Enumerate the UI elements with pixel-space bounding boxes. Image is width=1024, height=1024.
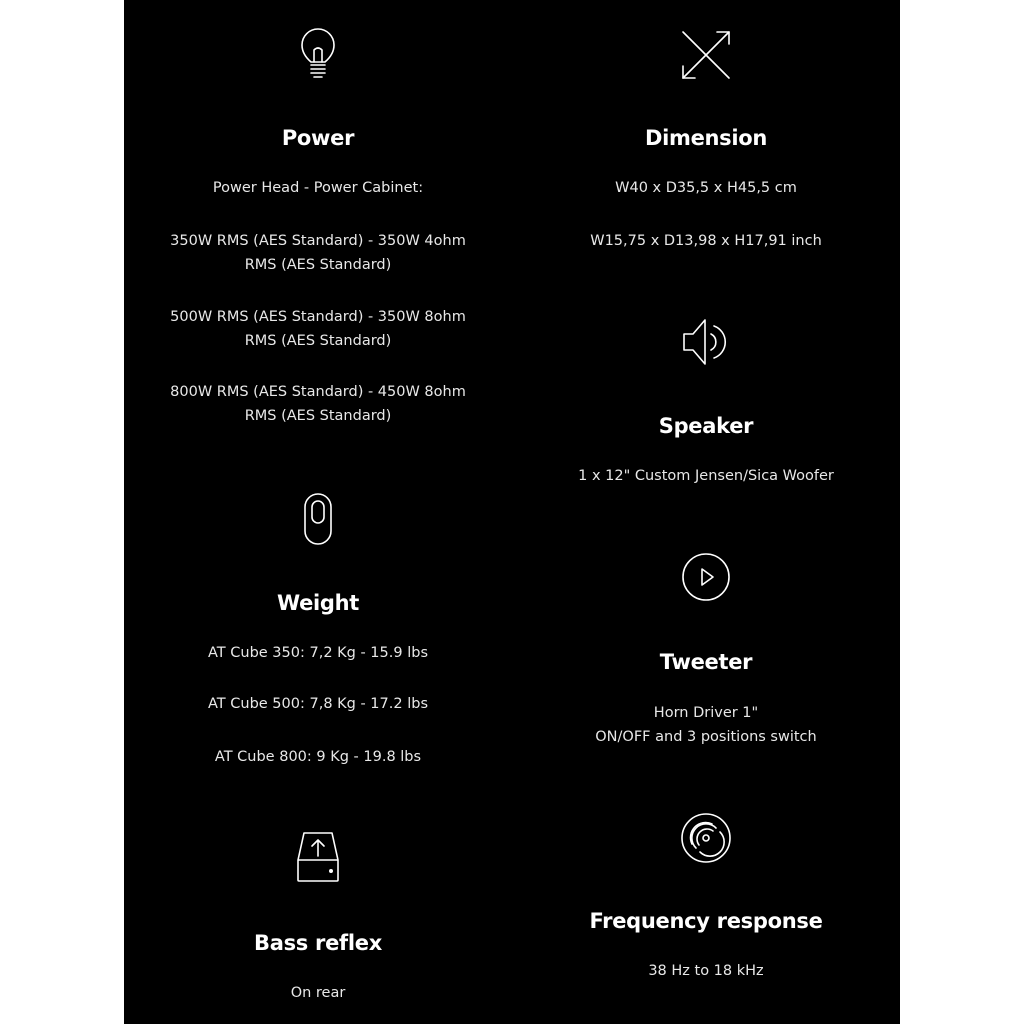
power-title: Power bbox=[281, 126, 355, 150]
weight-icon bbox=[303, 492, 333, 546]
power-line-3: 500W RMS (AES Standard) - 350W 8ohm RMS (AES Standard) bbox=[170, 309, 466, 349]
frequency-title: Frequency response bbox=[589, 909, 823, 933]
specs-panel bbox=[124, 0, 900, 1024]
weight-title: Weight bbox=[276, 591, 360, 615]
weight-line-2: AT Cube 500: 7,8 Kg - 17.2 lbs bbox=[208, 696, 428, 712]
power-line-4: 800W RMS (AES Standard) - 450W 8ohm RMS (AES Standard) bbox=[170, 384, 466, 424]
dimension-line-1: W40 x D35,5 x H45,5 cm bbox=[615, 180, 797, 196]
weight-line-3: AT Cube 800: 9 Kg - 19.8 lbs bbox=[214, 749, 422, 765]
tweeter-title: Tweeter bbox=[659, 650, 753, 674]
speaker-title: Speaker bbox=[658, 414, 754, 438]
weight-line-1: AT Cube 350: 7,2 Kg - 15.9 lbs bbox=[208, 645, 428, 661]
power-line-1: Power Head - Power Cabinet: bbox=[212, 180, 424, 196]
speaker-line-1: 1 x 12" Custom Jensen/Sica Woofer bbox=[578, 468, 834, 484]
lightbulb-icon bbox=[300, 28, 336, 82]
play-circle-icon bbox=[680, 551, 732, 603]
disc-icon bbox=[679, 811, 733, 865]
bass-reflex-icon bbox=[295, 830, 341, 884]
speaker-icon bbox=[681, 316, 731, 368]
tweeter-line-1: Horn Driver 1" bbox=[653, 705, 759, 721]
expand-arrows-icon bbox=[679, 28, 733, 82]
dimension-title: Dimension bbox=[644, 126, 768, 150]
bass-reflex-title: Bass reflex bbox=[254, 931, 382, 955]
bass-reflex-line-1: On rear bbox=[290, 985, 346, 1001]
tweeter-line-2: ON/OFF and 3 positions switch bbox=[595, 729, 817, 745]
dimension-line-2: W15,75 x D13,98 x H17,91 inch bbox=[590, 233, 822, 249]
frequency-line-1: 38 Hz to 18 kHz bbox=[648, 963, 764, 979]
power-line-2: 350W RMS (AES Standard) - 350W 4ohm RMS (AES Standard) bbox=[170, 233, 466, 273]
